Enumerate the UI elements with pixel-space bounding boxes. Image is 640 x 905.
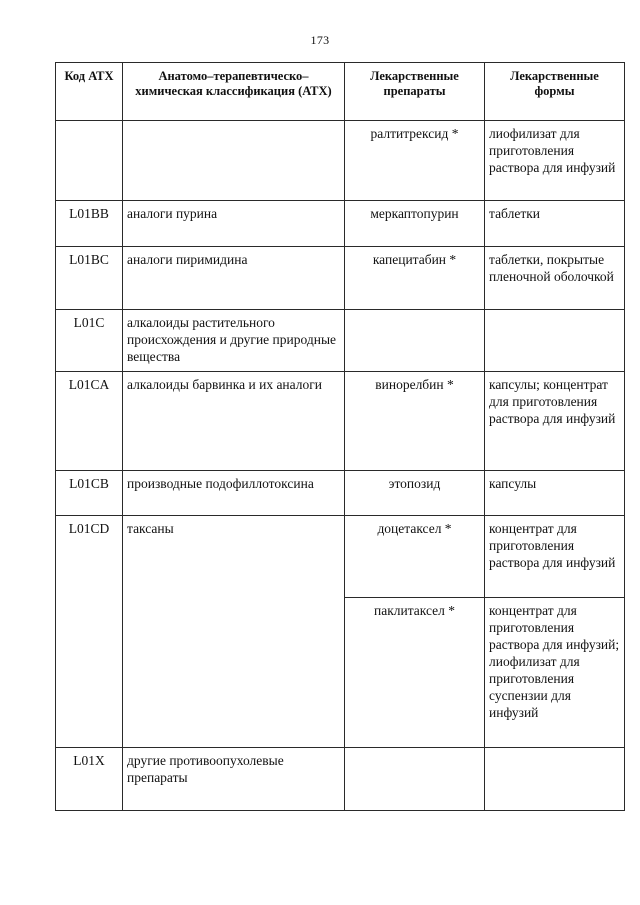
drug-cell [345, 748, 485, 811]
form-cell: концентрат для приготовления раствора для инфузий; лиофилизат для приготовления суспензии для инфузий [485, 598, 625, 748]
classification-cell: алкалоиды растительного происхождения и другие природные вещества [123, 310, 345, 372]
header-code: Код АТХ [56, 63, 123, 121]
table-header-row [56, 63, 625, 121]
classification-cell: аналоги пиримидина [123, 247, 345, 310]
atx-code-cell: L01C [56, 310, 123, 372]
classification-cell: алкалоиды барвинка и их аналоги [123, 372, 345, 471]
table-row [56, 471, 625, 516]
form-cell: капсулы [485, 471, 625, 516]
table-row [56, 310, 625, 372]
atx-code-cell: L01BC [56, 247, 123, 310]
table-row [56, 201, 625, 247]
table-row [56, 516, 625, 598]
atx-code-cell [56, 121, 123, 201]
drug-cell: паклитаксел * [345, 598, 485, 748]
header-classification: Анатомо–терапевтическо–химическая классификация (АТХ) [123, 63, 345, 121]
table-row [56, 372, 625, 471]
classification-cell: аналоги пурина [123, 201, 345, 247]
drug-cell: этопозид [345, 471, 485, 516]
drug-cell: доцетаксел * [345, 516, 485, 598]
drug-cell: капецитабин * [345, 247, 485, 310]
drug-cell: ралтитрексид * [345, 121, 485, 201]
page-number: 173 [310, 33, 330, 47]
atx-code-cell: L01X [56, 748, 123, 811]
drug-cell [345, 310, 485, 372]
drug-cell: меркаптопурин [345, 201, 485, 247]
table-row [56, 121, 625, 201]
classification-cell: производные подофиллотоксина [123, 471, 345, 516]
table-row [56, 748, 625, 811]
atx-code-cell: L01CB [56, 471, 123, 516]
header-drugs: Лекарственные препараты [345, 63, 485, 121]
form-cell: капсулы; концентрат для приготовления раствора для инфузий [485, 372, 625, 471]
atx-code-cell: L01CD [56, 516, 123, 748]
form-cell [485, 748, 625, 811]
atx-code-cell: L01BB [56, 201, 123, 247]
form-cell: таблетки, покрытые пленочной оболочкой [485, 247, 625, 310]
form-cell: таблетки [485, 201, 625, 247]
atx-table [55, 62, 625, 811]
drug-cell: винорелбин * [345, 372, 485, 471]
classification-cell: таксаны [123, 516, 345, 748]
form-cell [485, 310, 625, 372]
table-row [56, 247, 625, 310]
form-cell: концентрат для приготовления раствора для инфузий [485, 516, 625, 598]
classification-cell [123, 121, 345, 201]
classification-cell: другие противоопухолевые препараты [123, 748, 345, 811]
atx-code-cell: L01CA [56, 372, 123, 471]
form-cell: лиофилизат для приготовления раствора для инфузий [485, 121, 625, 201]
header-forms: Лекарственные формы [485, 63, 625, 121]
